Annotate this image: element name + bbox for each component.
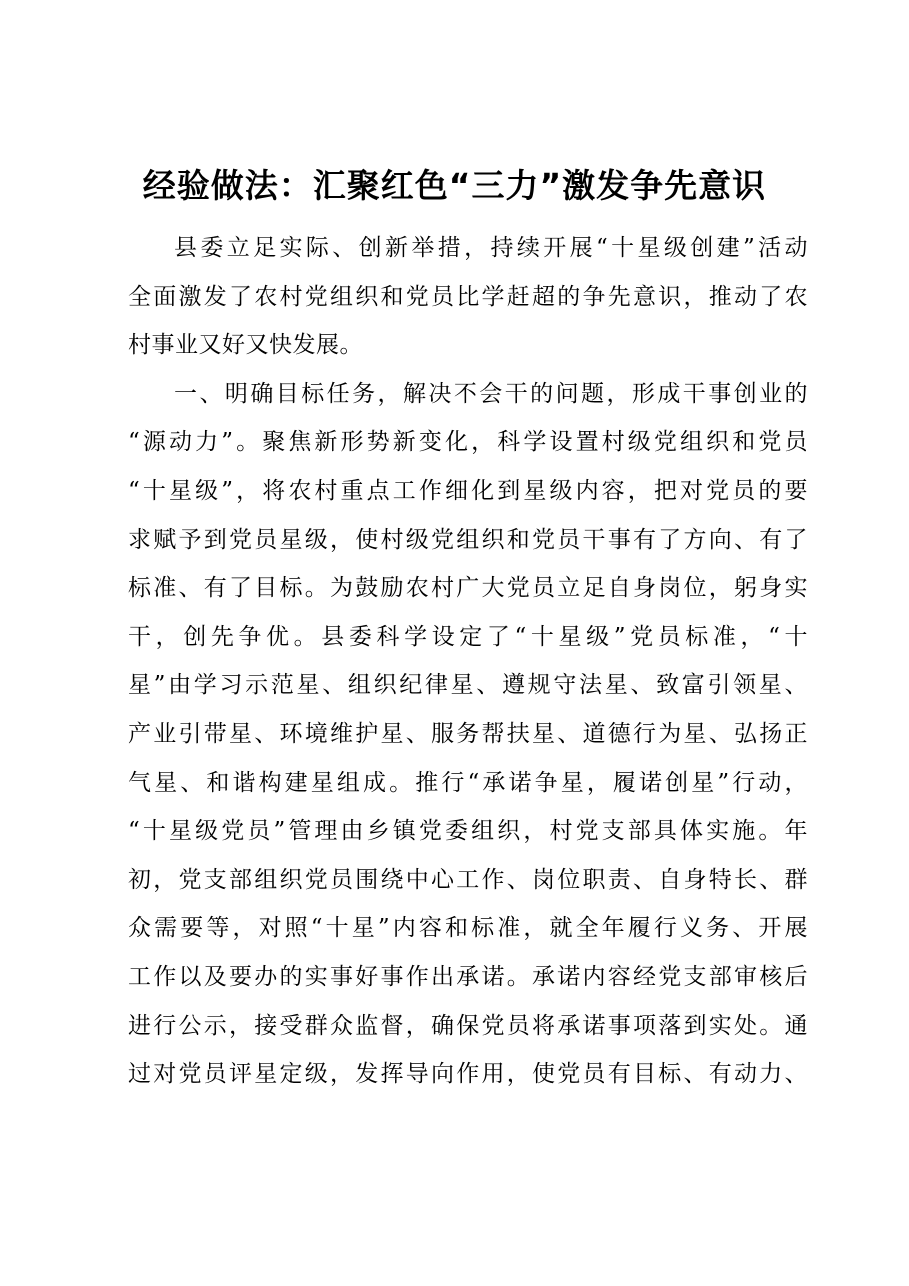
paragraph-intro <box>128 224 808 370</box>
text-line: “十星级”，将农村重点工作细化到星级内容，把对党员的要 <box>128 477 808 504</box>
text-line: “十星级党员”管理由乡镇党委组织，村党支部具体实施。年 <box>128 818 808 845</box>
text-line: 众需要等，对照“十星”内容和标准，就全年履行义务、开展 <box>128 915 808 942</box>
text-line: 干，创先争优。县委科学设定了“十星级”党员标准，“十 <box>128 623 808 650</box>
paragraph-section-one <box>128 370 808 1099</box>
text-line: 村事业又好又快发展。 <box>128 332 363 359</box>
text-line: “源动力”。聚焦新形势新变化，科学设置村级党组织和党员 <box>128 429 808 456</box>
text-line: 气星、和谐构建星组成。推行“承诺争星，履诺创星”行动， <box>128 769 808 796</box>
text-line: 工作以及要办的实事好事作出承诺。承诺内容经党支部审核后 <box>128 963 808 990</box>
document-body <box>128 224 808 1099</box>
text-line: 一、明确目标任务，解决不会干的问题，形成干事创业的 <box>174 380 808 407</box>
text-line: 产业引带星、环境维护星、服务帮扶星、道德行为星、弘扬正 <box>128 720 808 747</box>
text-line: 标准、有了目标。为鼓励农村广大党员立足自身岗位，躬身实 <box>128 575 808 602</box>
text-line: 全面激发了农村党组织和党员比学赶超的争先意识，推动了农 <box>128 283 808 310</box>
document-title: 经验做法：汇聚红色“三力”激发争先意识 <box>142 166 767 205</box>
text-line: 初，党支部组织党员围绕中心工作、岗位职责、自身特长、群 <box>128 866 808 893</box>
text-line: 进行公示，接受群众监督，确保党员将承诺事项落到实处。通 <box>128 1012 808 1039</box>
text-line: 县委立足实际、创新举措，持续开展“十星级创建”活动 <box>174 235 808 261</box>
text-line: 过对党员评星定级，发挥导向作用，使党员有目标、有动力、 <box>128 1061 808 1088</box>
text-line: 求赋予到党员星级，使村级党组织和党员干事有了方向、有了 <box>128 526 808 553</box>
text-line: 星”由学习示范星、组织纪律星、遵规守法星、致富引领星、 <box>128 672 808 699</box>
